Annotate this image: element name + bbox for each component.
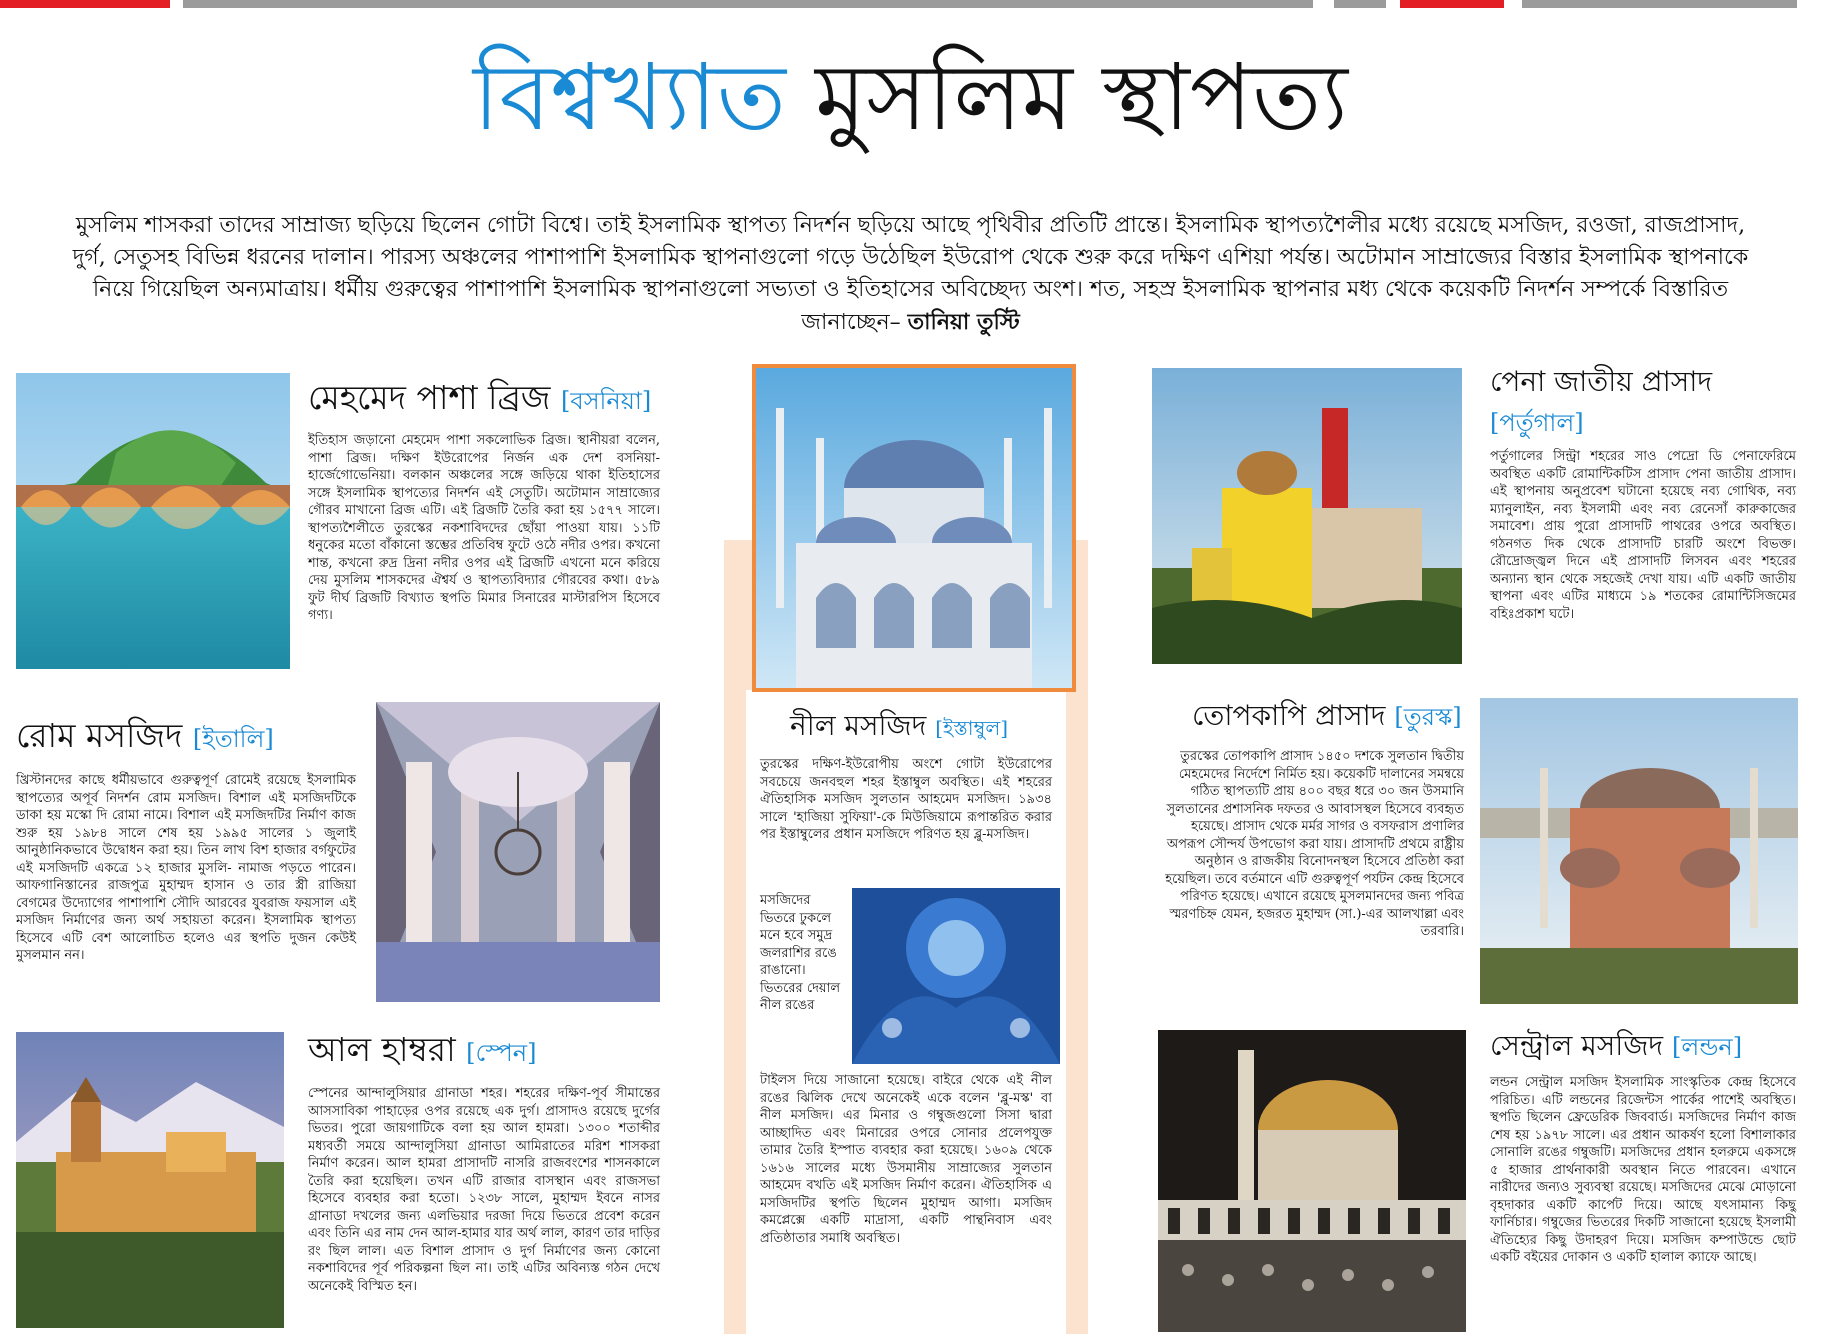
- blue-mosque-tag: [ইস্তাম্বুল]: [935, 716, 1009, 740]
- top-bar-gray-right: [1522, 0, 1797, 8]
- topkapi-title: তোপকাপি প্রাসাদ: [1192, 699, 1386, 732]
- alhambra-title: আল হাম্বরা: [308, 1030, 456, 1069]
- top-bar-gray-small: [1334, 0, 1386, 8]
- pena-body: পর্তুগালের সিন্ট্রা শহরের সাও পেদ্রো ডি পেনাফেরিমে অবস্থিত একটি রোমান্টিকটিস প্রাসাদ পেনা জাতীয় প্রাসাদ। এই স্থাপনায় অনুপ্রবেশ ঘটানো হয়েছে নব্য গোথিক, নব্য ম্যানুলাইন, নব্য ইসলামী এবং নব্য রেনেসাঁ কারুকাজের সমাবেশ। প্রায় পুরো প্রাসাদটি পাথরের ওপরে অবস্থিত। গঠনগত দিক থেকে প্রাসাদটি চারটি অংশে বিভক্ত। রৌদ্রোজ্জ্বল দিনে এই প্রাসাদটি লিসবন এবং শহরের অন্যান্য স্থান থেকে সহজেই দেখা যায়। এটি একটি জাতীয় স্থাপনা এবং এটির মাধ্যমে ১৯ শতকের রোমান্টিসিজমের বহিঃপ্রকাশ ঘটে।: [1490, 449, 1796, 622]
- blue-mosque-interior-image: [852, 888, 1060, 1064]
- alhambra-tag: [স্পেন]: [466, 1039, 537, 1067]
- topkapi-body: তুরস্কের তোপকাপি প্রাসাদ ১৪৫০ দশকে সুলতান দ্বিতীয় মেহমেদের নির্দেশে নির্মিত হয়। কয়েকটি দালানের সমন্বয়ে গঠিত স্থাপত্যটি প্রায় ৪০০ বছর ধরে ৩০ জন উসমানি সুলতানের প্রশাসনিক দফতর ও আবাসস্থল হিসেবে ব্যবহৃত হয়েছে। প্রাসাদ থেকে মর্মর সাগর ও বসফরাস প্রণালির অপরূপ সৌন্দর্য উপভোগ করা যায়। প্রাসাদটি প্রথমে রাষ্ট্রীয় অনুষ্ঠান ও রাজকীয় বিনোদনস্থল হিসেবে প্রতিষ্ঠা করা হয়েছিল। তবে বর্তমানে এটি গুরুত্বপূর্ণ পর্যটন কেন্দ্র হিসেবে পরিণত হয়েছে। এখানে রয়েছে মুসলমানদের জন্য পবিত্র স্মরণচিহ্ন যেমন, হজরত মুহাম্মদ (সা.)-এর আলখাল্লা এবং তরবারি।: [1165, 749, 1464, 939]
- alhambra-body: স্পেনের আন্দালুসিয়ার গ্রানাডা শহর। শহরের দক্ষিণ-পূর্ব সীমান্তের আসসাবিকা পাহাড়ের ওপর রয়েছে এক দুর্গ। প্রাসাদও রয়েছে দুর্গের ভিতর। পুরো জায়গাটিকে বলা হয় আল হামরা। ১৩০০ শতাব্দীর মধ্যবর্তী সময়ে আন্দালুসিয়া গ্রানাডা আমিরাতের মরিশ শাসকরা নির্মাণ করেন। আল হামরা প্রাসাদটি নাসরি রাজবংশের শাসনকালে তৈরি করা হয়েছিল। তখন এটি রাজার বাসস্থান এবং রাজসভা হিসেবে ব্যবহার করা হতো। ১২৩৮ সালে, মুহাম্মদ ইবনে নাসর গ্রানাডা দখলের জন্য এলভিয়ার দরজা দিয়ে ভিতরে প্রবেশ করেন এবং তিনি এর নাম দেন আল-হামার যার অর্থ লাল, কারণ তার দাড়ির রং ছিল লাল। এত বিশাল প্রাসাদ ও দুর্গ নির্মাণের জন্য কোনো নকশাবিদের পূর্ব পরিকল্পনা ছিল না। তাই এটির অবিন্যস্ত গঠন দেখে অনেকেই বিস্মিত হন।: [308, 1086, 660, 1294]
- alhambra-image: [16, 1032, 284, 1328]
- blue-mosque-image: [752, 364, 1076, 692]
- intro-paragraph: [58, 210, 1763, 339]
- bridge-heading: [308, 378, 651, 421]
- blue-mosque-body-top: তুরস্কের দক্ষিণ-ইউরোপীয় অংশে গোটা ইউরোপের সবচেয়ে জনবহুল শহর ইস্তাম্বুল অবস্থিত। এই শহরের ঐতিহাসিক মসজিদ সুলতান আহমেদ মসজিদ। ১৯৩৪ সালে 'হাজিয়া সুফিয়া'-কে মিউজিয়ামে রূপান্তরিত করার পর ইস্তাম্বুলের প্রধান মসজিদে পরিণত হয় ব্লু-মসজিদ।: [760, 757, 1052, 842]
- bridge-title: মেহমেদ পাশা ব্রিজ: [308, 378, 551, 417]
- author-name: তানিয়া তুস্টি: [907, 309, 1020, 335]
- title-rest: মুসলিম স্থাপত্য: [815, 44, 1348, 151]
- top-bar-gray: [183, 0, 1313, 8]
- bridge-tag: [বসনিয়া]: [560, 387, 652, 415]
- central-tag: [লন্ডন]: [1671, 1033, 1743, 1061]
- topkapi-image: [1480, 698, 1798, 1004]
- rome-heading: [16, 716, 274, 759]
- topkapi-tag: [তুরস্ক]: [1394, 703, 1462, 731]
- pena-title: পেনা জাতীয় প্রাসাদ: [1490, 365, 1713, 398]
- blue-mosque-body-side: মসজিদের ভিতরে ঢুকলে মনে হবে সমুদ্র জলরাশির রঙে রাঙানো। ভিতরের দেয়াল নীল রঙের: [760, 893, 841, 1013]
- blue-mosque-title: নীল মসজিদ: [790, 709, 927, 742]
- bridge-body: ইতিহাস জড়ানো মেহমেদ পাশা সকলোভিক ব্রিজ। স্থানীয়রা বলেন, পাশা ব্রিজ। দক্ষিণ ইউরোপের নির্জন এক দেশ বসনিয়া-হার্জেগোভেনিয়া। বলকান অঞ্চলের সঙ্গে জড়িয়ে থাকা ইতিহাসের সঙ্গে ইসলামিক স্থাপত্যের নিদর্শন এই সেতুটি। অটোমান সাম্রাজ্যের গৌরব মাখানো ব্রিজ এটি। এই ব্রিজটি তৈরি করা হয় ১৫৭৭ সালে। স্থাপত্যশৈলীতে তুরস্কের নকশাবিদদের ছোঁয়া পাওয়া যায়। ১১টি ধনুকের মতো বাঁকানো স্তম্ভের প্রতিবিম্ব ফুটে ওঠে নদীর ওপর। কখনো শান্ত, কখনো রুদ্র দ্রিনা নদীর ওপর এই ব্রিজটি এখনো মনে করিয়ে দেয় মুসলিম শাসকদের ঐশ্বর্য ও স্থাপত্যবিদ্যার গৌরবের কথা। ৫৮৯ ফুট দীর্ঘ ব্রিজটি বিখ্যাত স্থপতি মিমার সিনারের মাস্টারপিস হিসেবে গণ্য।: [308, 433, 660, 623]
- top-bar-red-right: [1400, 0, 1504, 8]
- central-title: সেন্ট্রাল মসজিদ: [1490, 1029, 1664, 1062]
- intro-text: মুসলিম শাসকরা তাদের সাম্রাজ্য ছড়িয়ে ছিলেন গোটা বিশ্বে। তাই ইসলামিক স্থাপত্য নিদর্শন ছড়িয়ে আছে পৃথিবীর প্রতিটি প্রান্তে। ইসলামিক স্থাপত্যশৈলীর মধ্যে রয়েছে মসজিদ, রওজা, রাজপ্রাসাদ, দুর্গ, সেতুসহ বিভিন্ন ধরনের দালান। পারস্য অঞ্চলের পাশাপাশি ইসলামিক স্থাপনাগুলো গড়ে উঠেছিল ইউরোপ থেকে শুরু করে দক্ষিণ এশিয়া পর্যন্ত। অটোমান সাম্রাজ্যের বিস্তার ইসলামিক স্থাপনাকে নিয়ে গিয়েছিল অন্যমাত্রায়। ধর্মীয় গুরুত্বের পাশাপাশি ইসলামিক স্থাপনাগুলো সভ্যতা ও ইতিহাসের অবিচ্ছেদ্য অংশ। শত, সহস্র ইসলামিক স্থাপনার মধ্য থেকে কয়েকটি নিদর্শন সম্পর্কে বিস্তারিত জানাচ্ছেন–: [72, 213, 1749, 335]
- rome-mosque-image: [376, 702, 660, 1002]
- bridge-image: [16, 373, 290, 669]
- pena-palace-image: [1152, 368, 1462, 664]
- central-mosque-image: [1158, 1030, 1466, 1332]
- central-heading: [1490, 1026, 1742, 1067]
- pena-tag-line: [1490, 400, 1584, 443]
- top-bar-red-left: [0, 0, 170, 8]
- pena-heading: [1490, 362, 1712, 402]
- rome-body: খ্রিস্টানদের কাছে ধর্মীয়ভাবে গুরুত্বপূর্ণ রোমেই রয়েছে ইসলামিক স্থাপত্যের অপূর্ব নিদর্শন রোম মসজিদ। বিশাল এই মসজিদটিকে ডাকা হয় মস্কো দি রোমা নামে। বিশাল এই মসজিদটির নির্মাণ কাজ শুরু হয় ১৯৮৪ সালে শেষ হয় ১৯৯৫ সালের ১ জুলাই আনুষ্ঠানিকভাবে উদ্বোধন করা হয়। তিন লাখ বিশ হাজার বর্গফুটের এই মসজিদটি একত্রে ১২ হাজার মুসলি- নামাজ পড়তে পারেন। আফগানিস্তানের রাজপুত্র মুহাম্মদ হাসান ও তার স্ত্রী রাজিয়া বেগমের উদ্যোগের পাশাপাশি সৌদি আরবের যুবরাজ ফয়সাল এই মসজিদ নির্মাণের জন্য অর্থ সহায়তা করেন। ইসলামিক স্থাপত্য হিসেবে এটি বেশ আলোচিত হলেও এর স্থপতি দুজন কেউই মুসলমান নন।: [16, 773, 356, 963]
- blue-mosque-body-bottom: টাইলস দিয়ে সাজানো হয়েছে। বাইরে থেকে এই নীল রঙের ঝিলিক দেখে অনেকেই একে বলেন 'ব্লু-মস্ক' বা নীল মসজিদ। এর মিনার ও গম্বুজগুলো সিসা দ্বারা আচ্ছাদিত এবং মিনারের ওপরে সোনার প্রলেপযুক্ত তামার তৈরি ইস্পাত ব্যবহার করা হয়েছে। ১৬০৯ থেকে ১৬১৬ সালের মধ্যে উসমানীয় সাম্রাজ্যের সুলতান আহমেদ বখতি এই মসজিদ নির্মাণ করেন। ঐতিহাসিক এ মসজিদটির স্থপতি ছিলেন মুহাম্মদ আগা। মসজিদ কমপ্লেক্সে একটি মাদ্রাসা, একটি পান্থনিবাস এবং প্রতিষ্ঠাতার সমাধি অবস্থিত।: [760, 1073, 1052, 1246]
- central-body: লন্ডন সেন্ট্রাল মসজিদ ইসলামিক সাংস্কৃতিক কেন্দ্র হিসেবে পরিচিত। এটি লন্ডনের রিজেন্টস পার্কের পাশেই অবস্থিত। স্থপতি ছিলেন ফ্রেডেরিক জিববার্ড। মসজিদের নির্মাণ কাজ শেষ হয় ১৯৭৮ সালে। এর প্রধান আকর্ষণ হলো বিশালাকার সোনালি রঙের গম্বুজটি। মসজিদের প্রধান হলরুমে একসঙ্গে ৫ হাজার প্রার্থনাকারী অবস্থান নিতে পারবেন। এখানে নারীদের জন্যও সুব্যবস্থা রয়েছে। মসজিদের মেঝে মোড়ানো বৃহদাকার একটি কার্পেট দিয়ে। আছে যৎসামান্য কিছু ফার্নিচার। গম্বুজের ভিতরের দিকটি সাজানো হয়েছে ইসলামী ঐতিহ্যের কিছু উদাহরণ দিয়ে। মসজিদ কম্পাউন্ডে ছোট একটি বইয়ের দোকান ও একটি হালাল ক্যাফে আছে।: [1490, 1075, 1796, 1265]
- pena-tag: [পর্তুগাল]: [1490, 409, 1584, 437]
- topkapi-heading: [1192, 696, 1462, 737]
- page-title: [0, 38, 1821, 158]
- blue-mosque-heading: [790, 706, 1008, 748]
- title-highlight: বিশ্বখ্যাত: [473, 44, 786, 151]
- alhambra-heading: [308, 1030, 536, 1073]
- rome-title: রোম মসজিদ: [16, 716, 183, 755]
- rome-tag: [ইতালি]: [192, 725, 274, 753]
